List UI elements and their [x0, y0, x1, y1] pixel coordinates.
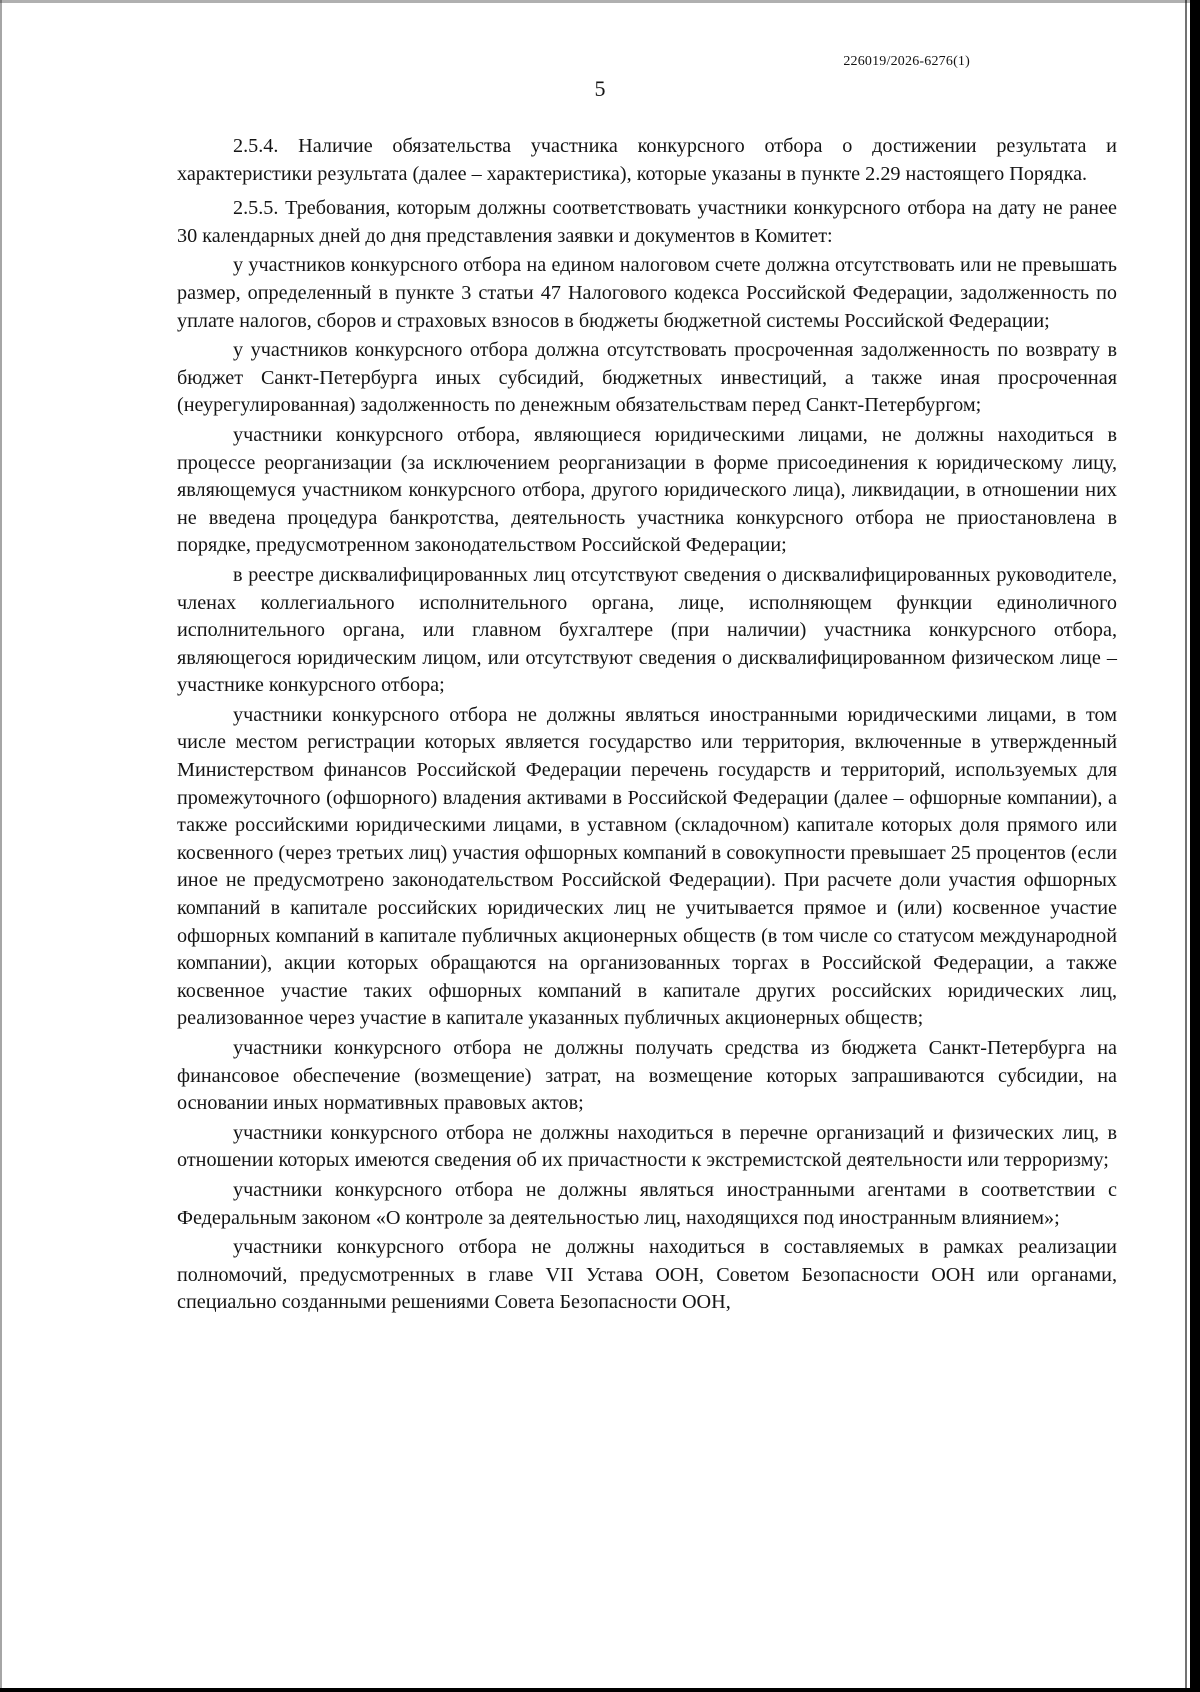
paragraph-2-5-4: 2.5.4. Наличие обязательства участника конкурсного отбора о достижении результата и характеристики результата (далее – характеристика), которые указаны в пункте 2.29 настоящего Порядка.	[177, 135, 1117, 185]
requirement-no-foreign-agent: участники конкурсного отбора не должны являться иностранными агентами в соответствии с Федеральным законом «О контроле за деятельностью лиц, находящихся под иностранным влиянием»;	[177, 1178, 1117, 1229]
scan-edge-right	[1190, 0, 1200, 1692]
requirement-disqualified-persons: в реестре дисквалифицированных лиц отсутствуют сведения о дисквалифицированных руководителе, членах коллегиального исполнительного органа, лице, исполняющем функции единоличного исполнительного органа, или главном бухгалтере (при наличии) участника конкурсного отбора, являющегося юридическим лицом, или отсутствуют сведения о дисквалифицированном физическом лице – участнике конкурсного отбора;	[177, 563, 1117, 697]
scan-edge-left	[0, 0, 2, 1692]
requirement-overdue-debt: у участников конкурсного отбора должна отсутствовать просроченная задолженность по возврату в бюджет Санкт-Петербурга иных субсидий, бюджетных инвестиций, а также иная просроченная (неурегулированная) задолженность по денежным обязательствам перед Санкт-Петербургом;	[177, 339, 1117, 417]
requirement-no-other-budget-funds: участники конкурсного отбора не должны получать средства из бюджета Санкт-Петербурга на финансовое обеспечение (возмещение) затрат, на возмещение которых запрашиваются субсидии, на основании иных нормативных правовых актов;	[177, 1037, 1117, 1115]
page-number: 5	[594, 76, 606, 101]
scan-edge-top	[0, 0, 1200, 3]
requirement-no-extremism: участники конкурсного отбора не должны находиться в перечне организаций и физических лиц, в отношении которых имеются сведения об их причастности к экстремистской деятельности или терроризму;	[177, 1121, 1117, 1172]
requirement-un-lists: участники конкурсного отбора не должны находиться в составляемых в рамках реализации полномочий, предусмотренных в главе VII Устава ООН, Советом Безопасности ООН или органами, специально созданными решениями Совета Безопасности ООН,	[177, 1236, 1117, 1314]
requirement-no-offshore: участники конкурсного отбора не должны являться иностранными юридическими лицами, в том числе местом регистрации которых является государство или территория, включенные в утвержденный Министерством финансов Российской Федерации перечень государств и территорий, используемых для промежуточного (офшорного) владения активами в Российской Федерации (далее – офшорные компании), а также российскими юридическими лицами, в уставном (складочном) капитале которых доля прямого или косвенного (через третьих лиц) участия офшорных компаний в совокупности превышает 25 процентов (если иное не предусмотрено законодательством Российской Федерации). При расчете доли участия офшорных компаний в капитале российских юридических лиц не учитывается прямое и (или) косвенное участие офшорных компаний в капитале публичных акционерных обществ (в том числе со статусом международной компании), акции которых обращаются на организованных торгах в Российской Федерации, а также косвенное участие таких офшорных компаний в капитале других российских юридических лиц, реализованное через участие в капитале указанных публичных акционерных обществ;	[177, 703, 1117, 1030]
paragraph-2-5-5: 2.5.5. Требования, которым должны соответствовать участники конкурсного отбора на дату не ранее 30 календарных дней до дня представления заявки и документов в Комитет:	[177, 197, 1117, 247]
document-body	[177, 133, 1117, 1319]
document-registration-code: 226019/2026-6276(1)	[843, 54, 970, 69]
requirement-no-reorganization: участники конкурсного отбора, являющиеся юридическими лицами, не должны находиться в процессе реорганизации (за исключением реорганизации в форме присоединения к юридическому лицу, являющемуся участником конкурсного отбора, другого юридического лица), ликвидации, в отношении них не введена процедура банкротства, деятельность участника конкурсного отбора не приостановлена в порядке, предусмотренном законодательством Российской Федерации;	[177, 423, 1117, 557]
scan-edge-right-inner	[1185, 0, 1187, 1692]
requirement-tax-debt: у участников конкурсного отбора на едином налоговом счете должна отсутствовать или не превышать размер, определенный в пункте 3 статьи 47 Налогового кодекса Российской Федерации, задолженность по уплате налогов, сборов и страховых взносов в бюджеты бюджетной системы Российской Федерации;	[177, 254, 1117, 332]
scan-edge-bottom	[0, 1688, 1200, 1692]
